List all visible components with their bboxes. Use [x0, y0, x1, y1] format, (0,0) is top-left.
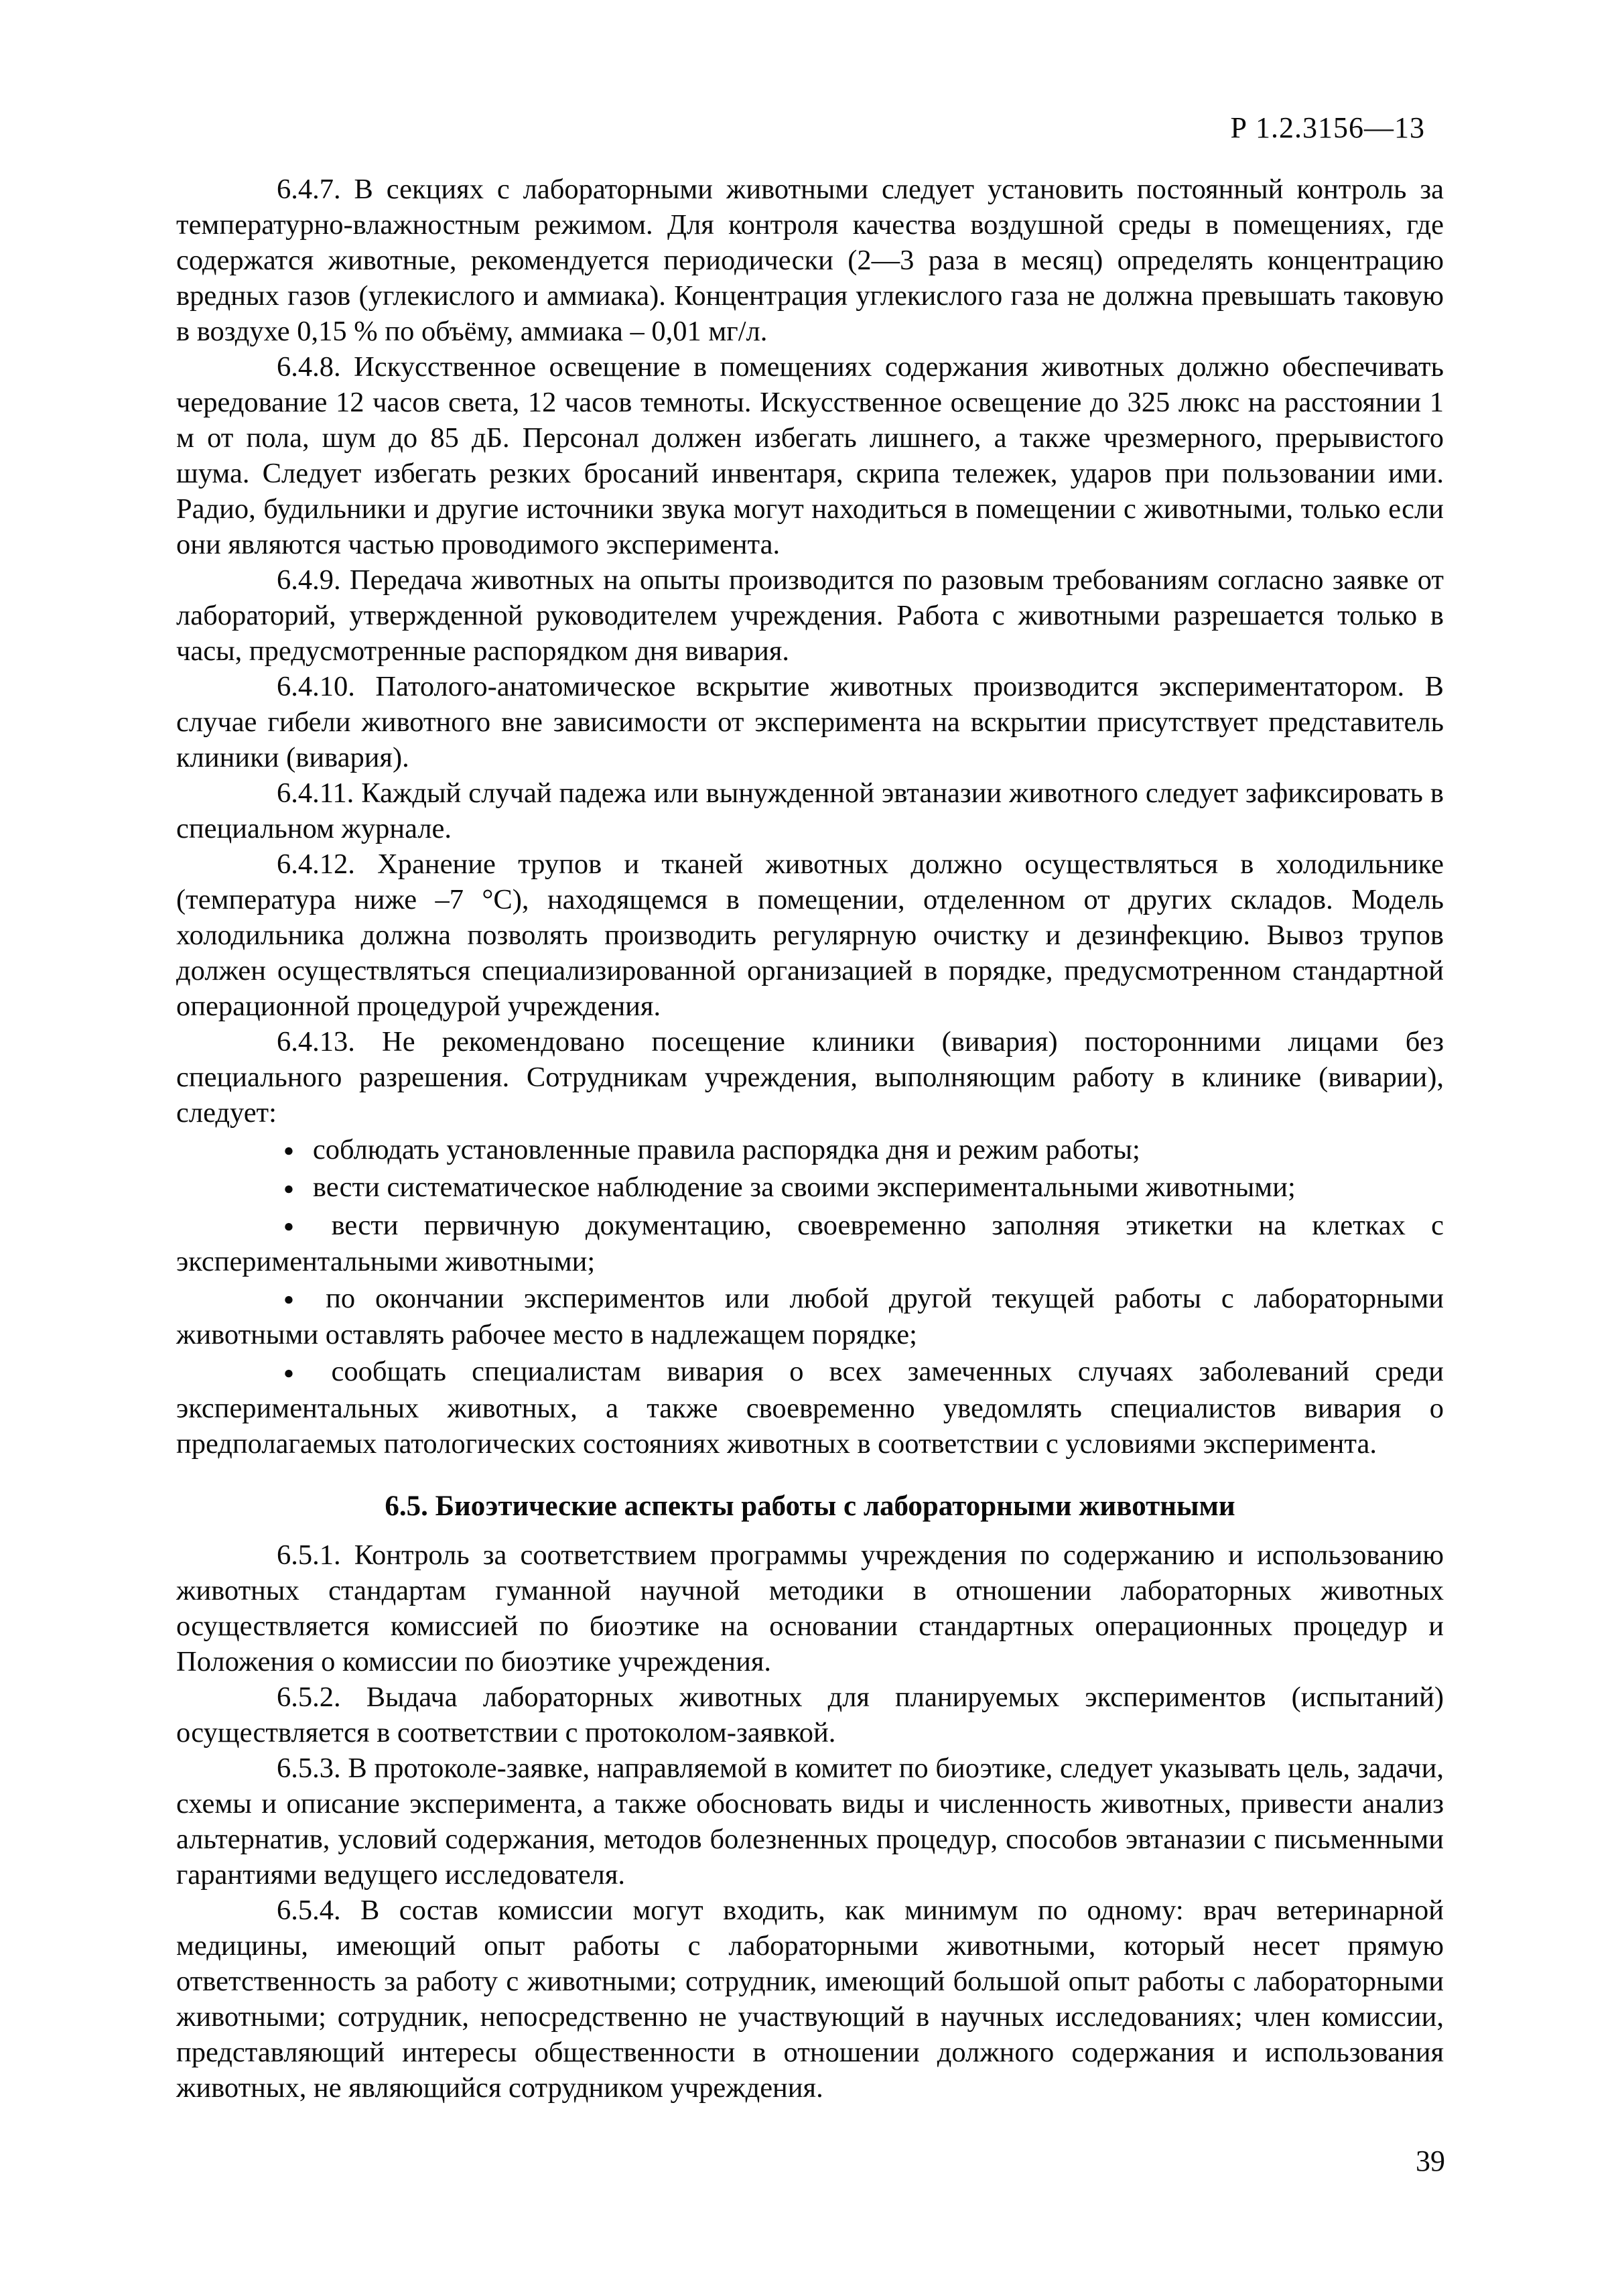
list-item [176, 1132, 1444, 1168]
duties-list [176, 1132, 1444, 1462]
paragraph-6-5-4: 6.5.4. В состав комиссии могут входить, как минимум по одному: врач ветеринарной медицины, имеющий опыт работы с лабораторными животными, который несет прямую ответственность за работу с животными; сотрудник, имеющий большой опыт работы с лабораторными животными; сотрудник, непосредственно не участвующий в научных исследованиях; член комиссии, представляющий интересы общественности в отношении должного содержания и использования животных, не являющийся сотрудником учреждения. [176, 1894, 1444, 2104]
list-item [176, 1281, 1444, 1352]
paragraph-6-5-3: 6.5.3. В протоколе-заявке, направляемой в комитет по биоэтике, следует указывать цель, задачи, схемы и описание эксперимента, а также обосновать виды и численность животных, привести анализ альтернатив, условий содержания, методов болезненных процедур, способов эвтаназии с письменными гарантиями ведущего исследователя. [176, 1752, 1444, 1891]
list-item-text: вести первичную документацию, своевременно заполняя этикетки на клетках с экспериментальными животными; [176, 1209, 1444, 1277]
list-item-text: соблюдать установленные правила распорядка дня и режим работы; [312, 1134, 1140, 1165]
paragraph-6-5-1: 6.5.1. Контроль за соответствием программы учреждения по содержанию и использованию животных стандартам гуманной научной методики в отношении лабораторных животных осуществляется комиссией по биоэтике на основании стандартных операционных процедур и Положения о комиссии по биоэтике учреждения. [176, 1539, 1444, 1677]
list-item [176, 1208, 1444, 1279]
paragraph-6-4-7: 6.4.7. В секциях с лабораторными животными следует установить постоянный контроль за температурно-влажностным режимом. Для контроля качества воздушной среды в помещениях, где содержатся животные, рекомендуется периодически (2—3 раза в месяц) определять концентрацию вредных газов (углекислого и аммиака). Концентрация углекислого газа не должна превышать таковую в воздухе 0,15 % по объёму, аммиака – 0,01 мг/л. [176, 174, 1444, 347]
paragraph-6-4-13: 6.4.13. Не рекомендовано посещение клиники (вивария) посторонними лицами без специального разрешения. Сотрудникам учреждения, выполняющим работу в клинике (виварии), следует: [176, 1026, 1444, 1129]
paragraph-6-4-10: 6.4.10. Патолого-анатомическое вскрытие животных производится экспериментатором. В случае гибели животного вне зависимости от эксперимента на вскрытии присутствует представитель клиники (вивария). [176, 671, 1444, 773]
list-item [176, 1354, 1444, 1461]
document-body [176, 172, 1444, 2106]
paragraph-6-5-2: 6.5.2. Выдача лабораторных животных для планируемых экспериментов (испытаний) осуществляется в соответствии с протоколом-заявкой. [176, 1681, 1444, 1748]
doc-code: Р 1.2.3156—13 [1230, 111, 1425, 144]
paragraph-6-4-12: 6.4.12. Хранение трупов и тканей животных должно осуществляться в холодильнике (температура ниже –7 °С), находящемся в помещении, отделенном от других складов. Модель холодильника должна позволять производить регулярную очистку и дезинфекцию. Вывоз трупов должен осуществляться специализированной организацией в порядке, предусмотренном стандартной операционной процедурой учреждения. [176, 848, 1444, 1022]
paragraph-6-4-9: 6.4.9. Передача животных на опыты производится по разовым требованиям согласно заявке от лабораторий, утвержденной руководителем учреждения. Работа с животными разрешается только в часы, предусмотренные распорядком дня вивария. [176, 564, 1444, 667]
bullet-icon: ● [283, 1141, 294, 1161]
bullet-icon: ● [283, 1362, 313, 1383]
paragraph-6-4-8: 6.4.8. Искусственное освещение в помещениях содержания животных должно обеспечивать чередование 12 часов света, 12 часов темноты. Искусственное освещение до 325 люкс на расстоянии 1 м от пола, шум до 85 дБ. Персонал должен избегать лишнего, а также чрезмерного, прерывистого шума. Следует избегать резких бросаний инвентаря, скрипа тележек, ударов при пользовании ими. Радио, будильники и другие источники звука могут находиться в помещении с животными, только если они являются частью проводимого эксперимента. [176, 351, 1444, 560]
paragraph-6-4-11: 6.4.11. Каждый случай падежа или вынужденной эвтаназии животного следует зафиксировать в специальном журнале. [176, 777, 1444, 844]
bullet-icon: ● [283, 1216, 313, 1236]
section-heading-6-5: 6.5. Биоэтические аспекты работы с лабораторными животными [385, 1490, 1235, 1522]
bullet-icon: ● [283, 1178, 294, 1198]
bullet-icon: ● [283, 1289, 308, 1310]
page-number: 39 [1416, 2145, 1445, 2177]
list-item-text: по окончании экспериментов или любой другой текущей работы с лабораторными животными оставлять рабочее место в надлежащем порядке; [176, 1282, 1444, 1351]
list-item [176, 1169, 1444, 1206]
list-item-text: сообщать специалистам вивария о всех замеченных случаях заболеваний среди экспериментальных животных, а также своевременно уведомлять специалистов вивария о предполагаемых патологических состояниях животных в соответствии с условиями эксперимента. [176, 1356, 1444, 1460]
list-item-text: вести систематическое наблюдение за своими экспериментальными животными; [312, 1171, 1296, 1204]
